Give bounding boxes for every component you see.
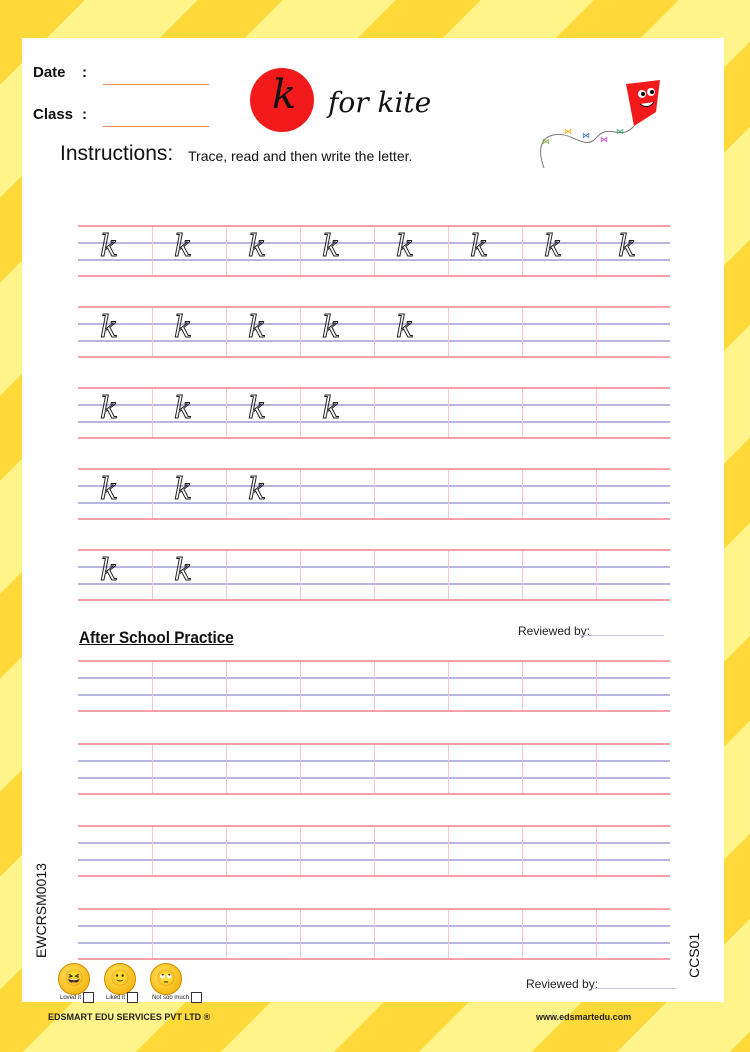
svg-text:⋈: ⋈ (616, 127, 624, 136)
column-divider (300, 745, 301, 793)
column-divider (152, 910, 153, 958)
trace-letter: k (322, 229, 341, 264)
column-divider (300, 827, 301, 875)
reviewed-by-label: Reviewed by: (518, 624, 591, 638)
kite-icon (530, 72, 675, 172)
trace-letter: k (100, 229, 119, 264)
emoji-face-icon: 🙂 (104, 963, 136, 995)
trace-letter: k (100, 391, 119, 426)
column-divider (448, 308, 449, 356)
column-divider (300, 308, 301, 356)
trace-letter: k (396, 229, 415, 264)
column-divider (596, 227, 597, 275)
column-divider (522, 662, 523, 710)
column-divider (226, 308, 227, 356)
trace-row[interactable] (78, 225, 670, 277)
column-divider (152, 308, 153, 356)
company-name: EDSMART EDU SERVICES PVT LTD ® (48, 1012, 211, 1022)
trace-letter: k (100, 310, 119, 345)
feedback-checkbox[interactable] (127, 992, 138, 1003)
column-divider (152, 389, 153, 437)
feedback-option[interactable] (106, 992, 138, 1003)
column-divider (596, 470, 597, 518)
series-code: CCS01 (686, 932, 702, 978)
date-colon: : (82, 64, 87, 81)
trace-row[interactable] (78, 387, 670, 439)
column-divider (448, 389, 449, 437)
reviewed-by-field[interactable] (580, 635, 664, 636)
trace-letter: k (100, 553, 119, 588)
blank-writing-row[interactable] (78, 743, 670, 795)
footer-reviewed-by-field[interactable] (592, 988, 676, 989)
column-divider (226, 227, 227, 275)
column-divider (226, 389, 227, 437)
trace-letter: k (174, 472, 193, 507)
trace-row[interactable] (78, 549, 670, 601)
column-divider (596, 745, 597, 793)
column-divider (300, 551, 301, 599)
trace-letter: k (396, 310, 415, 345)
column-divider (448, 227, 449, 275)
trace-letter: k (248, 472, 267, 507)
column-divider (374, 662, 375, 710)
feedback-label: Liked it (106, 995, 126, 1002)
column-divider (374, 745, 375, 793)
feedback-label: Not soo much (152, 995, 190, 1002)
svg-text:⋈: ⋈ (600, 135, 608, 144)
website-link[interactable]: www.edsmartedu.com (536, 1012, 632, 1022)
column-divider (300, 470, 301, 518)
column-divider (596, 827, 597, 875)
column-divider (226, 662, 227, 710)
date-field[interactable] (103, 84, 209, 85)
column-divider (152, 827, 153, 875)
trace-letter: k (174, 310, 193, 345)
column-divider (374, 910, 375, 958)
column-divider (522, 308, 523, 356)
trace-row[interactable] (78, 468, 670, 520)
trace-letter: k (544, 229, 563, 264)
trace-letter: k (174, 391, 193, 426)
column-divider (152, 227, 153, 275)
column-divider (448, 662, 449, 710)
column-divider (300, 227, 301, 275)
column-divider (152, 470, 153, 518)
column-divider (226, 827, 227, 875)
trace-letter: k (174, 229, 193, 264)
class-colon: : (82, 106, 87, 123)
feedback-checkbox[interactable] (191, 992, 202, 1003)
column-divider (374, 389, 375, 437)
feedback-option[interactable] (60, 992, 94, 1003)
column-divider (522, 389, 523, 437)
blank-writing-row[interactable] (78, 660, 670, 712)
column-divider (596, 662, 597, 710)
column-divider (448, 910, 449, 958)
trace-letter: k (618, 229, 637, 264)
feedback-checkbox[interactable] (83, 992, 94, 1003)
trace-letter: k (174, 553, 193, 588)
date-label: Date (33, 64, 66, 81)
instructions-label: Instructions: (60, 142, 174, 165)
column-divider (300, 910, 301, 958)
emoji-face-icon: 🙄 (150, 963, 182, 995)
svg-text:⋈: ⋈ (564, 127, 572, 136)
column-divider (374, 827, 375, 875)
column-divider (522, 827, 523, 875)
emoji-face-icon: 😆 (58, 963, 90, 995)
trace-letter: k (248, 391, 267, 426)
column-divider (226, 745, 227, 793)
column-divider (448, 551, 449, 599)
svg-text:⋈: ⋈ (542, 137, 550, 146)
column-divider (226, 910, 227, 958)
feedback-option[interactable] (152, 992, 202, 1003)
class-field[interactable] (103, 126, 209, 127)
column-divider (226, 551, 227, 599)
trace-letter: k (470, 229, 489, 264)
trace-letter: k (322, 310, 341, 345)
column-divider (596, 308, 597, 356)
column-divider (300, 389, 301, 437)
column-divider (596, 910, 597, 958)
column-divider (152, 662, 153, 710)
after-school-heading: After School Practice (79, 628, 234, 647)
blank-writing-row[interactable] (78, 908, 670, 960)
column-divider (152, 551, 153, 599)
trace-letter: k (322, 391, 341, 426)
trace-row[interactable] (78, 306, 670, 358)
column-divider (448, 470, 449, 518)
class-label: Class (33, 106, 74, 123)
trace-letter: k (248, 310, 267, 345)
worksheet-code: EWCRSM0013 (33, 863, 49, 958)
trace-letter: k (100, 472, 119, 507)
column-divider (226, 470, 227, 518)
column-divider (522, 910, 523, 958)
column-divider (374, 227, 375, 275)
svg-text:⋈: ⋈ (582, 131, 590, 140)
column-divider (596, 551, 597, 599)
column-divider (448, 745, 449, 793)
column-divider (374, 470, 375, 518)
instructions-text: Trace, read and then write the letter. (188, 148, 413, 164)
column-divider (522, 470, 523, 518)
column-divider (522, 745, 523, 793)
column-divider (522, 227, 523, 275)
column-divider (522, 551, 523, 599)
featured-letter: k (272, 72, 297, 118)
column-divider (374, 308, 375, 356)
footer-reviewed-by-label: Reviewed by: (526, 977, 599, 991)
column-divider (448, 827, 449, 875)
column-divider (152, 745, 153, 793)
trace-letter: k (248, 229, 267, 264)
column-divider (300, 662, 301, 710)
feedback-label: Loved it (60, 995, 82, 1002)
letter-title: for kite (328, 86, 432, 119)
column-divider (596, 389, 597, 437)
blank-writing-row[interactable] (78, 825, 670, 877)
column-divider (374, 551, 375, 599)
